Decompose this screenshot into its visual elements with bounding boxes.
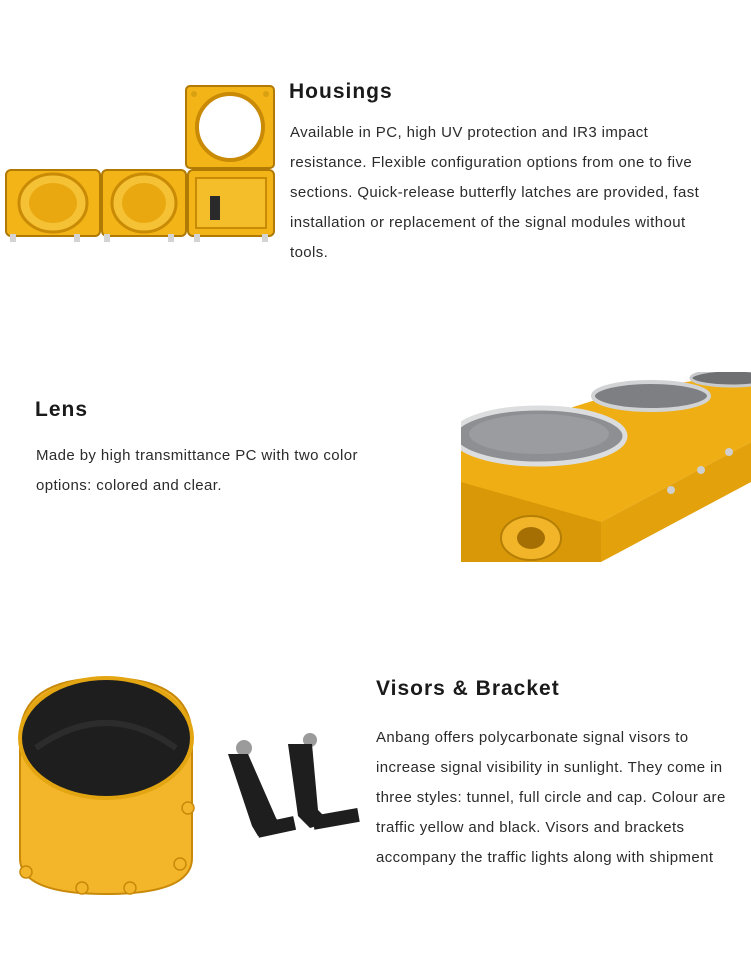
visors-section (0, 630, 751, 961)
lens-description: Made by high transmittance PC with two color options: colored and clear. (36, 447, 358, 494)
visor-image (6, 668, 206, 898)
lens-image (461, 372, 751, 562)
bracket-image (218, 730, 368, 860)
lens-section (0, 330, 751, 590)
housings-description: Available in PC, high UV protection and IR3 impact resistance. Flexible configuration options from one to five sections. Quick-release butterfly latches are provided, fast installation or replacement of the signal modules without tools. (290, 124, 700, 261)
lens-title: Lens (35, 398, 89, 421)
visors-title: Visors & Bracket (376, 677, 560, 700)
housings-section (0, 0, 751, 300)
housings-title: Housings (289, 80, 393, 103)
visors-description: Anbang offers polycarbonate signal visors to increase signal visibility in sunlight. They come in three styles: tunnel, full circle and cap. Colour are traffic yellow and black. Visors and brackets accompany the traffic lights along with shipment (376, 729, 726, 866)
housings-image (4, 84, 289, 249)
